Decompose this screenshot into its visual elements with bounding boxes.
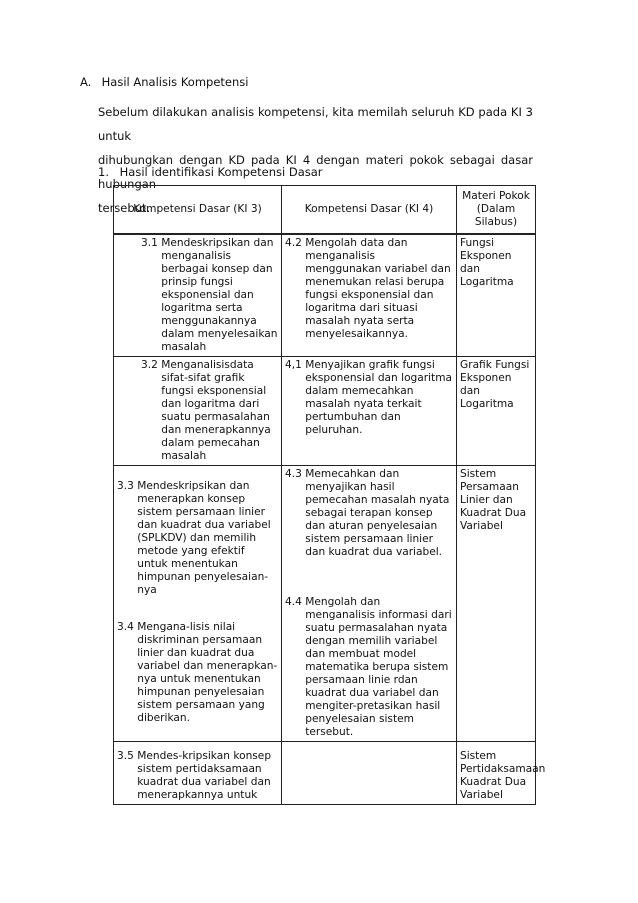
cell-materi: Sistem Persamaan Linier dan Kuadrat Dua Variabel (457, 466, 536, 742)
kd-text: Mengolah dan menganalisis informasi dari suatu permasalahan nyata dengan memilih variabel dan membuat model matematika berupa sistem persamaan linie rdan kuadrat dua variabel dan mengiter-pretasikan hasil penyelesaian sistem tersebut. (305, 596, 452, 738)
subsection-number: 1. (98, 165, 109, 179)
table-row (114, 234, 536, 357)
kd-item (117, 480, 278, 597)
cell-ki3 (114, 466, 282, 742)
kd-table (113, 185, 546, 805)
kd-number: 4.3 (285, 468, 302, 480)
cell-materi: Fungsi Eksponen dan Logaritma (457, 234, 536, 357)
kd-text: Mengana-lisis nilai diskriminan persamaan linier dan kuadrat dua variabel dan menerapkan-nya untuk menentukan himpunan penyelesaian sistem persamaan yang diberikan. (137, 621, 278, 724)
intro-line: dihubungkan dengan KD pada KI 4 dengan materi pokok sebagai dasar hubungan (98, 153, 533, 191)
kd-item (117, 237, 278, 354)
kd-item (117, 621, 278, 725)
kd-text: Memecahkan dan menyajikan hasil pemecahan masalah nyata sebagai terapan konsep dan aturan penyelesaian sistem persamaan linier dan kuadrat dua variabel. (305, 468, 450, 558)
kd-text: Mendeskripsikan dan menerapkan konsep sistem persamaan linier dan kuadrat dua variabel (SPLKDV) dan memilih metode yang efektif untuk menentukan himpunan penyelesaian-nya (137, 480, 271, 596)
kd-number: 3.1 (141, 237, 158, 249)
kd-item (285, 596, 453, 739)
kd-item (117, 359, 278, 463)
header-ki4: Kompetensi Dasar (KI 4) (282, 186, 457, 235)
subsection-heading (98, 165, 323, 179)
section-title: Hasil Analisis Kompetensi (101, 75, 249, 89)
cell-ki3 (114, 234, 282, 357)
cell-ki4 (282, 357, 457, 466)
cell-ki4-empty (282, 742, 457, 805)
kd-number: 4.4 (285, 596, 302, 608)
cell-materi: Sistem Pertidaksamaan Kuadrat Dua Variabel (457, 742, 536, 805)
table-row (114, 466, 536, 742)
kd-number: 3.2 (141, 359, 158, 371)
cell-materi: Grafik Fungsi Eksponen dan Logaritma (457, 357, 536, 466)
kd-text: Menganalisisdata sifat-sifat grafik fungsi eksponensial dan logaritma dari suatu permasalahan dan menerapkannya dalam pemecahan masalah (161, 359, 271, 462)
intro-line: Sebelum dilakukan analisis kompetensi, kita memilah seluruh KD pada KI 3 untuk (98, 105, 533, 143)
table-header-row (114, 186, 536, 235)
kd-text: Mengolah data dan menganalisis menggunakan variabel dan menemukan relasi berupa fungsi eksponensial dan logaritma dari situasi masalah nyata serta menyelesaikannya. (305, 237, 451, 340)
kd-text: Mendes-kripsikan konsep sistem pertidaksamaan kuadrat dua variabel dan menerapkannya untuk (137, 750, 272, 801)
kd-number: 3.3 (117, 480, 134, 492)
kd-text: Menyajikan grafik fungsi eksponensial dan logaritma dalam memecahkan masalah nyata terkait pertumbuhan dan peluruhan. (305, 359, 453, 436)
kd-number: 4,1 (285, 359, 302, 371)
section-letter: A. (80, 75, 92, 89)
cell-ki4 (282, 234, 457, 357)
cell-ki3 (114, 357, 282, 466)
table-row (114, 742, 536, 805)
kd-item (117, 750, 278, 802)
table-row (114, 357, 536, 466)
cell-ki4 (282, 466, 457, 742)
section-heading (80, 75, 248, 89)
header-materi: Materi Pokok (Dalam Silabus) (457, 186, 536, 235)
kd-number: 4.2 (285, 237, 302, 249)
kd-item (285, 468, 453, 559)
header-ki3: Kompetensi Dasar (KI 3) (114, 186, 282, 235)
cell-ki3 (114, 742, 282, 805)
kd-number: 3.5 (117, 750, 134, 762)
kd-item (285, 359, 453, 437)
kd-item (285, 237, 453, 341)
subsection-title: Hasil identifikasi Kompetensi Dasar (119, 165, 323, 179)
kd-text: Mendeskripsikan dan menganalisis berbagai konsep dan prinsip fungsi eksponensial dan logaritma serta menggunakannya dalam menyelesaikan masalah (161, 237, 278, 353)
intro-line: tersebut. (98, 201, 151, 215)
kd-number: 3.4 (117, 621, 134, 633)
